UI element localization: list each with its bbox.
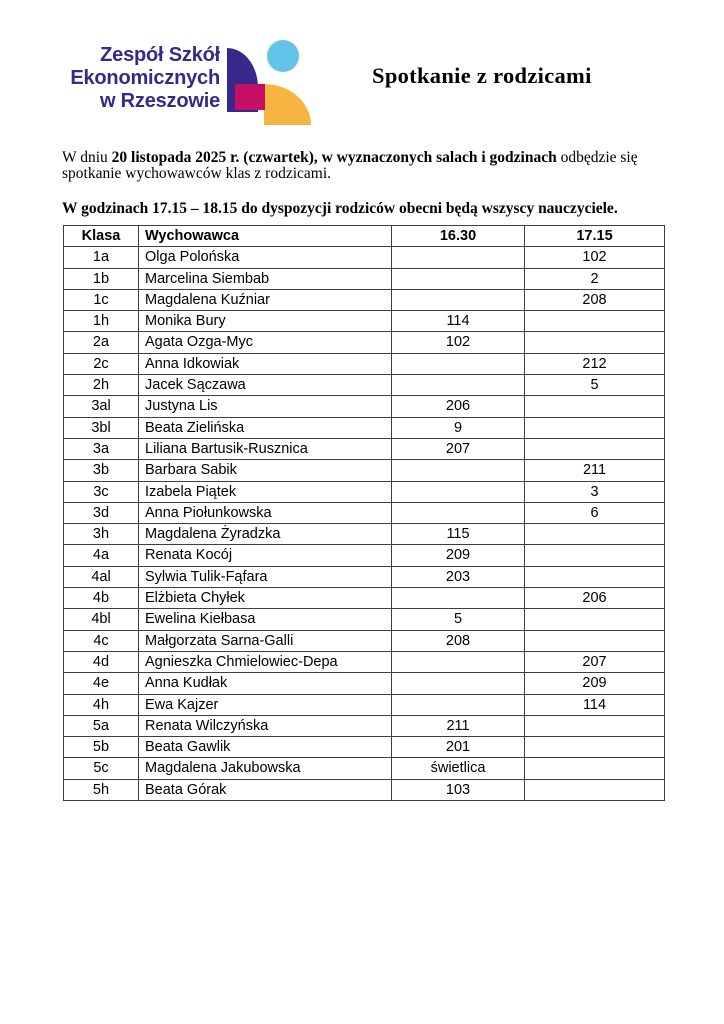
table-row	[64, 438, 665, 459]
teacher-cell: Marcelina Siembab	[139, 268, 392, 289]
col-header-klasa: Klasa	[64, 226, 139, 247]
intro-text-normal-2: odbędzie się	[556, 148, 638, 166]
class-cell: 4c	[64, 630, 139, 651]
teacher-cell: Agnieszka Chmielowiec-Depa	[139, 651, 392, 672]
teacher-cell: Jacek Sączawa	[139, 375, 392, 396]
room-1630-cell	[392, 353, 525, 374]
room-1715-cell: 212	[525, 353, 665, 374]
room-1630-cell: 114	[392, 311, 525, 332]
room-1715-cell: 102	[525, 247, 665, 268]
teacher-cell: Olga Polońska	[139, 247, 392, 268]
room-1715-cell	[525, 545, 665, 566]
room-1715-cell: 6	[525, 502, 665, 523]
teacher-cell: Liliana Bartusik-Rusznica	[139, 438, 392, 459]
teacher-cell: Justyna Lis	[139, 396, 392, 417]
room-1630-cell: 208	[392, 630, 525, 651]
room-1630-cell	[392, 460, 525, 481]
teacher-cell: Małgorzata Sarna-Galli	[139, 630, 392, 651]
teacher-cell: Magdalena Jakubowska	[139, 758, 392, 779]
class-cell: 3bl	[64, 417, 139, 438]
table-row	[64, 758, 665, 779]
room-1715-cell: 3	[525, 481, 665, 502]
class-cell: 5a	[64, 715, 139, 736]
school-name-line-2: Ekonomicznych	[70, 67, 220, 89]
school-name-line-3: w Rzeszowie	[99, 90, 220, 112]
room-1630-cell: 209	[392, 545, 525, 566]
teacher-cell: Elżbieta Chyłek	[139, 588, 392, 609]
room-1715-cell: 209	[525, 673, 665, 694]
class-cell: 4al	[64, 566, 139, 587]
intro-text-bold: 20 listopada 2025 r. (czwartek), w wyznaczonych salach i godzinach	[111, 148, 557, 166]
room-1630-cell: 211	[392, 715, 525, 736]
class-cell: 4bl	[64, 609, 139, 630]
teacher-cell: Sylwia Tulik-Fąfara	[139, 566, 392, 587]
roster-table-body	[64, 247, 665, 801]
teacher-cell: Ewa Kajzer	[139, 694, 392, 715]
teacher-cell: Monika Bury	[139, 311, 392, 332]
intro-paragraph	[62, 150, 670, 184]
class-cell: 3b	[64, 460, 139, 481]
table-row	[64, 545, 665, 566]
teacher-cell: Beata Gawlik	[139, 737, 392, 758]
room-1715-cell: 207	[525, 651, 665, 672]
room-1630-cell	[392, 694, 525, 715]
room-1630-cell	[392, 268, 525, 289]
room-1715-cell	[525, 417, 665, 438]
table-row	[64, 353, 665, 374]
class-cell: 5c	[64, 758, 139, 779]
table-row	[64, 460, 665, 481]
room-1715-cell	[525, 609, 665, 630]
table-row	[64, 417, 665, 438]
logo-shape-yellow-quarter-icon	[264, 84, 311, 125]
class-cell: 5b	[64, 737, 139, 758]
teacher-cell: Beata Górak	[139, 779, 392, 800]
room-1715-cell: 5	[525, 375, 665, 396]
class-cell: 2a	[64, 332, 139, 353]
room-1630-cell: 5	[392, 609, 525, 630]
class-cell: 3al	[64, 396, 139, 417]
room-1630-cell: 207	[392, 438, 525, 459]
room-1630-cell	[392, 502, 525, 523]
class-cell: 3d	[64, 502, 139, 523]
teacher-cell: Anna Idkowiak	[139, 353, 392, 374]
intro-text-normal-1: W dniu	[62, 148, 112, 166]
class-cell: 1a	[64, 247, 139, 268]
room-1630-cell: 206	[392, 396, 525, 417]
table-row	[64, 609, 665, 630]
table-row	[64, 630, 665, 651]
room-1630-cell	[392, 289, 525, 310]
class-cell: 3c	[64, 481, 139, 502]
table-row	[64, 289, 665, 310]
room-1715-cell	[525, 779, 665, 800]
room-1630-cell	[392, 247, 525, 268]
class-cell: 4e	[64, 673, 139, 694]
class-cell: 2h	[64, 375, 139, 396]
table-row	[64, 332, 665, 353]
table-row	[64, 375, 665, 396]
class-cell: 4h	[64, 694, 139, 715]
teacher-cell: Renata Wilczyńska	[139, 715, 392, 736]
table-row	[64, 737, 665, 758]
logo-shape-blue-circle-icon	[267, 40, 299, 72]
col-header-1715: 17.15	[525, 226, 665, 247]
class-cell: 5h	[64, 779, 139, 800]
room-1715-cell: 211	[525, 460, 665, 481]
class-cell: 1b	[64, 268, 139, 289]
teacher-cell: Magdalena Kuźniar	[139, 289, 392, 310]
room-1715-cell	[525, 715, 665, 736]
teacher-cell: Barbara Sabik	[139, 460, 392, 481]
teacher-cell: Ewelina Kiełbasa	[139, 609, 392, 630]
room-1715-cell	[525, 332, 665, 353]
col-header-wychowawca: Wychowawca	[139, 226, 392, 247]
room-1630-cell: 115	[392, 524, 525, 545]
room-1630-cell	[392, 651, 525, 672]
room-1630-cell: 203	[392, 566, 525, 587]
room-1715-cell	[525, 311, 665, 332]
table-row	[64, 524, 665, 545]
room-1715-cell	[525, 758, 665, 779]
room-1630-cell: 102	[392, 332, 525, 353]
room-1715-cell: 206	[525, 588, 665, 609]
table-row	[64, 396, 665, 417]
intro-text-line-2: spotkanie wychowawców klas z rodzicami.	[62, 165, 332, 183]
table-row	[64, 247, 665, 268]
col-header-1630: 16.30	[392, 226, 525, 247]
note-paragraph: W godzinach 17.15 – 18.15 do dyspozycji rodziców obecni będą wszyscy nauczyciele.	[62, 199, 618, 217]
room-1630-cell	[392, 588, 525, 609]
room-1630-cell	[392, 375, 525, 396]
room-1715-cell	[525, 630, 665, 651]
table-row	[64, 694, 665, 715]
table-row	[64, 481, 665, 502]
teacher-cell: Anna Piołunkowska	[139, 502, 392, 523]
class-cell: 3a	[64, 438, 139, 459]
room-1715-cell	[525, 438, 665, 459]
teacher-cell: Agata Ozga-Myc	[139, 332, 392, 353]
class-cell: 1h	[64, 311, 139, 332]
teacher-cell: Renata Kocój	[139, 545, 392, 566]
room-1715-cell	[525, 566, 665, 587]
table-row	[64, 566, 665, 587]
table-row	[64, 673, 665, 694]
teacher-cell: Izabela Piątek	[139, 481, 392, 502]
class-cell: 4d	[64, 651, 139, 672]
room-1630-cell	[392, 481, 525, 502]
room-1630-cell: 9	[392, 417, 525, 438]
table-row	[64, 588, 665, 609]
room-1630-cell: świetlica	[392, 758, 525, 779]
teacher-cell: Beata Zielińska	[139, 417, 392, 438]
table-header-row	[64, 226, 665, 247]
table-row	[64, 311, 665, 332]
class-cell: 4a	[64, 545, 139, 566]
room-1715-cell	[525, 737, 665, 758]
room-1715-cell: 2	[525, 268, 665, 289]
schedule-table	[63, 225, 665, 801]
class-cell: 4b	[64, 588, 139, 609]
school-name-line-1: Zespół Szkół	[100, 44, 220, 66]
room-1630-cell: 103	[392, 779, 525, 800]
logo-shape-magenta-square-icon	[235, 84, 265, 110]
table-row	[64, 651, 665, 672]
table-row	[64, 268, 665, 289]
class-cell: 3h	[64, 524, 139, 545]
school-name	[18, 44, 220, 113]
room-1715-cell: 114	[525, 694, 665, 715]
teacher-cell: Anna Kudłak	[139, 673, 392, 694]
room-1715-cell: 208	[525, 289, 665, 310]
table-row	[64, 779, 665, 800]
room-1715-cell	[525, 396, 665, 417]
page-title: Spotkanie z rodzicami	[372, 63, 592, 88]
room-1715-cell	[525, 524, 665, 545]
class-cell: 2c	[64, 353, 139, 374]
room-1630-cell	[392, 673, 525, 694]
teacher-cell: Magdalena Żyradzka	[139, 524, 392, 545]
room-1630-cell: 201	[392, 737, 525, 758]
table-row	[64, 502, 665, 523]
table-row	[64, 715, 665, 736]
class-cell: 1c	[64, 289, 139, 310]
